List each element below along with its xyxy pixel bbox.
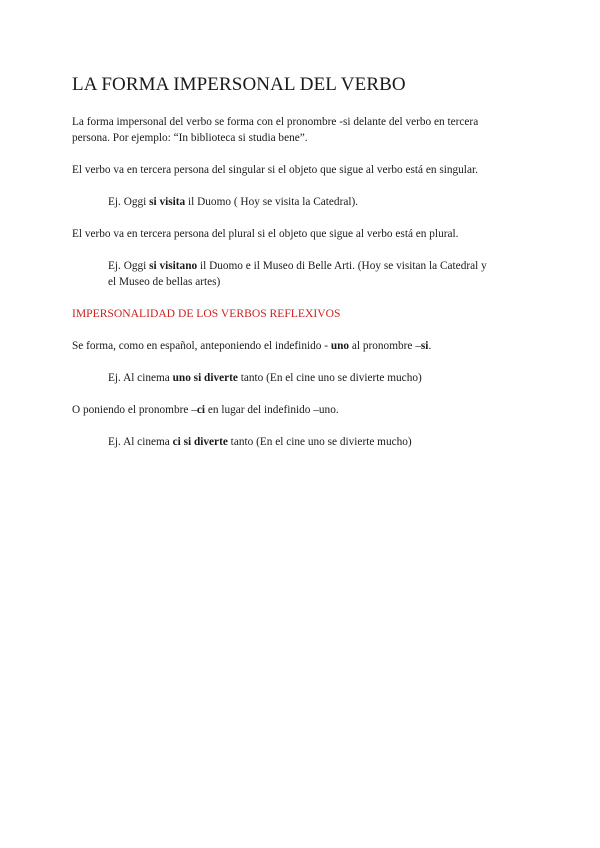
plural-example-post: il Duomo e il Museo di Belle Arti. (Hoy se visitan la Catedral y xyxy=(197,260,487,272)
reflexive-rule-1 xyxy=(72,338,431,354)
reflexive-rule-1-uno: uno xyxy=(330,340,350,352)
plural-example xyxy=(108,258,487,274)
reflexive-example-1-post: tanto (En el cine uno se divierte mucho) xyxy=(237,372,422,384)
reflexive-example-2-verb: ci si diverte xyxy=(172,436,228,448)
reflexive-rule-1-mid: al pronombre – xyxy=(349,340,421,352)
reflexive-rule-2-pre: O poniendo el pronombre – xyxy=(72,404,197,416)
reflexive-example-1-verb: uno si diverte xyxy=(172,372,238,384)
intro-line-2: persona. Por ejemplo: “In biblioteca si studia bene”. xyxy=(72,132,308,144)
reflexive-example-1 xyxy=(108,370,422,386)
singular-example-verb: si visita xyxy=(149,196,186,208)
reflexive-example-2-post: tanto (En el cine uno se divierte mucho) xyxy=(227,436,412,448)
plural-example-verb: si visitano xyxy=(149,260,198,272)
reflexive-rule-2 xyxy=(72,402,339,418)
reflexive-rule-1-pre: Se forma, como en español, anteponiendo el indefinido - xyxy=(72,340,331,352)
intro-line-1: La forma impersonal del verbo se forma con el pronombre -si delante del verbo en tercera xyxy=(72,116,479,128)
reflexive-example-2 xyxy=(108,434,412,450)
plural-example-line-2: el Museo de bellas artes) xyxy=(108,276,221,288)
reflexive-example-1-pre: Ej. Al cinema xyxy=(108,372,173,384)
document-title: LA FORMA IMPERSONAL DEL VERBO xyxy=(72,74,406,95)
plural-example-pre: Ej. Oggi xyxy=(108,260,150,272)
reflexive-example-2-pre: Ej. Al cinema xyxy=(108,436,173,448)
singular-rule: El verbo va en tercera persona del singular si el objeto que sigue al verbo está en singular. xyxy=(72,164,478,176)
singular-example-post: il Duomo ( Hoy se visita la Catedral). xyxy=(185,196,359,208)
reflexive-rule-1-post: . xyxy=(428,340,432,352)
singular-example xyxy=(108,194,358,210)
reflexive-rule-2-ci: ci xyxy=(196,404,206,416)
reflexive-heading: IMPERSONALIDAD DE LOS VERBOS REFLEXIVOS xyxy=(72,307,341,320)
singular-example-pre: Ej. Oggi xyxy=(108,196,150,208)
plural-rule: El verbo va en tercera persona del plural si el objeto que sigue al verbo está en plural. xyxy=(72,228,459,240)
reflexive-rule-1-si: si xyxy=(420,340,429,352)
reflexive-rule-2-post: en lugar del indefinido –uno. xyxy=(205,404,339,416)
